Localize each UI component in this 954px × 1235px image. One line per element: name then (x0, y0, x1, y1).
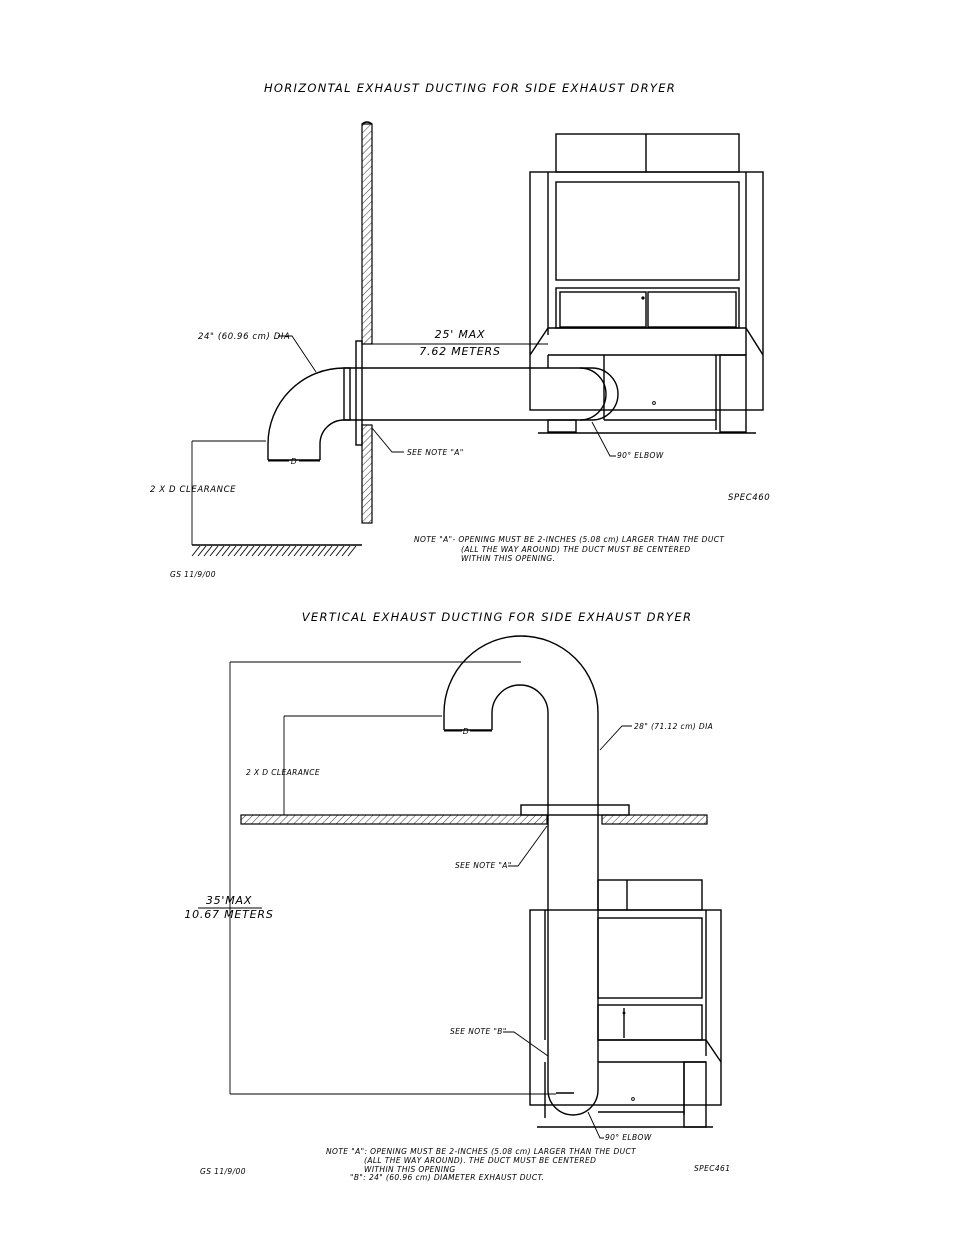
drafter-signature-bottom: GS 11/9/00 (200, 1167, 246, 1176)
clearance-label-bottom: 2 X D CLEARANCE (246, 768, 321, 777)
duct-diameter-label: 24" (60.96 cm) DIA (198, 332, 291, 342)
horizontal-diagram-title: HORIZONTAL EXHAUST DUCTING FOR SIDE EXHAUST DRYER (263, 81, 677, 95)
spec-number-bottom: SPEC461 (694, 1164, 731, 1173)
note-a-line1-bottom: NOTE "A": OPENING MUST BE 2-INCHES (5.08 cm) LARGER THAN THE DUCT (326, 1147, 637, 1156)
see-note-a-label-bottom: SEE NOTE "A" (455, 861, 512, 870)
elbow-label-bottom: 90° ELBOW (605, 1133, 652, 1142)
notes-block-bottom (326, 1147, 637, 1182)
d-label: D (290, 457, 298, 466)
note-a-line2: (ALL THE WAY AROUND) THE DUCT MUST BE CENTERED (461, 545, 691, 554)
max-length-dimension (372, 328, 548, 358)
note-a-line3-bottom: WITHIN THIS OPENING (364, 1165, 456, 1174)
horizontal-ducting-diagram (150, 81, 770, 579)
drafter-signature: GS 11/9/00 (170, 570, 216, 579)
max-height-meters: 10.67 METERS (184, 908, 274, 921)
see-note-a-label: SEE NOTE "A" (407, 448, 464, 457)
note-a-line3: WITHIN THIS OPENING. (461, 554, 556, 563)
spec-number: SPEC460 (728, 493, 771, 503)
vertical-ducting-diagram (184, 610, 730, 1182)
d-dimension-bottom (444, 727, 492, 736)
dia-leader-bottom (600, 722, 713, 750)
see-note-b-leader (450, 1027, 548, 1056)
wall-thimble-plate (356, 341, 362, 445)
roof-deck (241, 805, 707, 824)
vertical-diagram-title: VERTICAL EXHAUST DUCTING FOR SIDE EXHAUST DRYER (301, 610, 693, 624)
horizontal-duct (268, 368, 618, 460)
duct-diameter-label-bottom: 28" (71.12 cm) DIA (634, 722, 714, 731)
note-a-line2-bottom: (ALL THE WAY AROUND). THE DUCT MUST BE CENTERED (364, 1156, 597, 1165)
side-wall (356, 122, 372, 523)
vertical-duct (444, 636, 598, 1115)
max-length-feet: 25' MAX (434, 328, 486, 341)
elbow-leader (592, 422, 664, 460)
duct-collar (344, 368, 350, 420)
clearance-dimension-bottom (246, 716, 442, 815)
max-length-meters: 7.62 METERS (419, 345, 501, 358)
elbow-label: 90° ELBOW (617, 451, 664, 460)
see-note-a-leader-bottom (455, 826, 547, 870)
dryer-unit (530, 134, 763, 433)
clearance-label: 2 X D CLEARANCE (150, 485, 237, 495)
roof-flashing (521, 805, 629, 815)
d-dimension (268, 457, 320, 466)
note-b-line-bottom: "B": 24" (60.96 cm) DIAMETER EXHAUST DUCT. (350, 1173, 545, 1182)
dryer-unit-bottom (530, 880, 721, 1127)
d-label-bottom: D (462, 727, 470, 736)
see-note-b-label: SEE NOTE "B" (450, 1027, 507, 1036)
dia-leader (198, 332, 316, 372)
max-height-feet: 35'MAX (205, 894, 253, 907)
clearance-dimension (150, 441, 266, 545)
floor (192, 545, 362, 556)
note-a-line1: NOTE "A"- OPENING MUST BE 2-INCHES (5.08 cm) LARGER THAN THE DUCT (414, 535, 725, 544)
note-a-block (414, 535, 725, 563)
see-note-a-leader (372, 428, 464, 457)
